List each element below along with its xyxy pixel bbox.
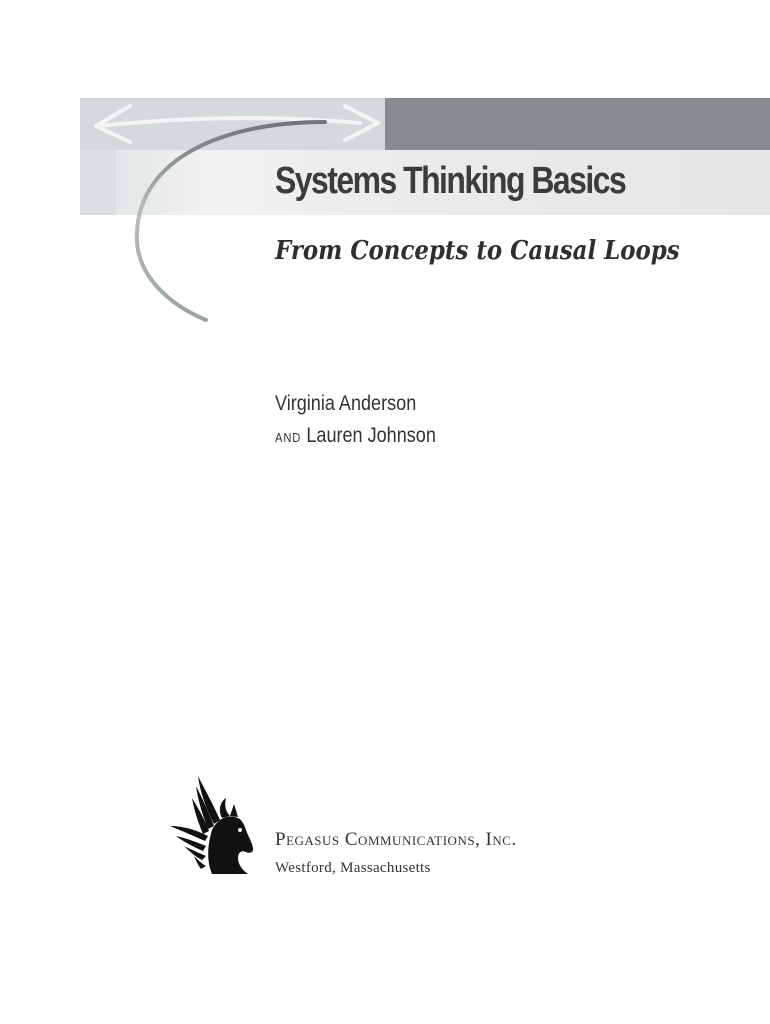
book-subtitle: From Concepts to Causal Loops	[275, 236, 680, 266]
author-conjunction: AND	[275, 430, 302, 445]
author-secondary-line	[275, 424, 436, 448]
publisher-location: Westford, Massachusetts	[275, 860, 431, 876]
pegasus-logo-icon	[168, 774, 254, 874]
book-title: Systems Thinking Basics	[275, 160, 626, 202]
publisher-name: Pegasus Communications, Inc.	[275, 829, 517, 850]
author-primary: Virginia Anderson	[275, 392, 417, 415]
author-secondary: Lauren Johnson	[306, 424, 436, 447]
